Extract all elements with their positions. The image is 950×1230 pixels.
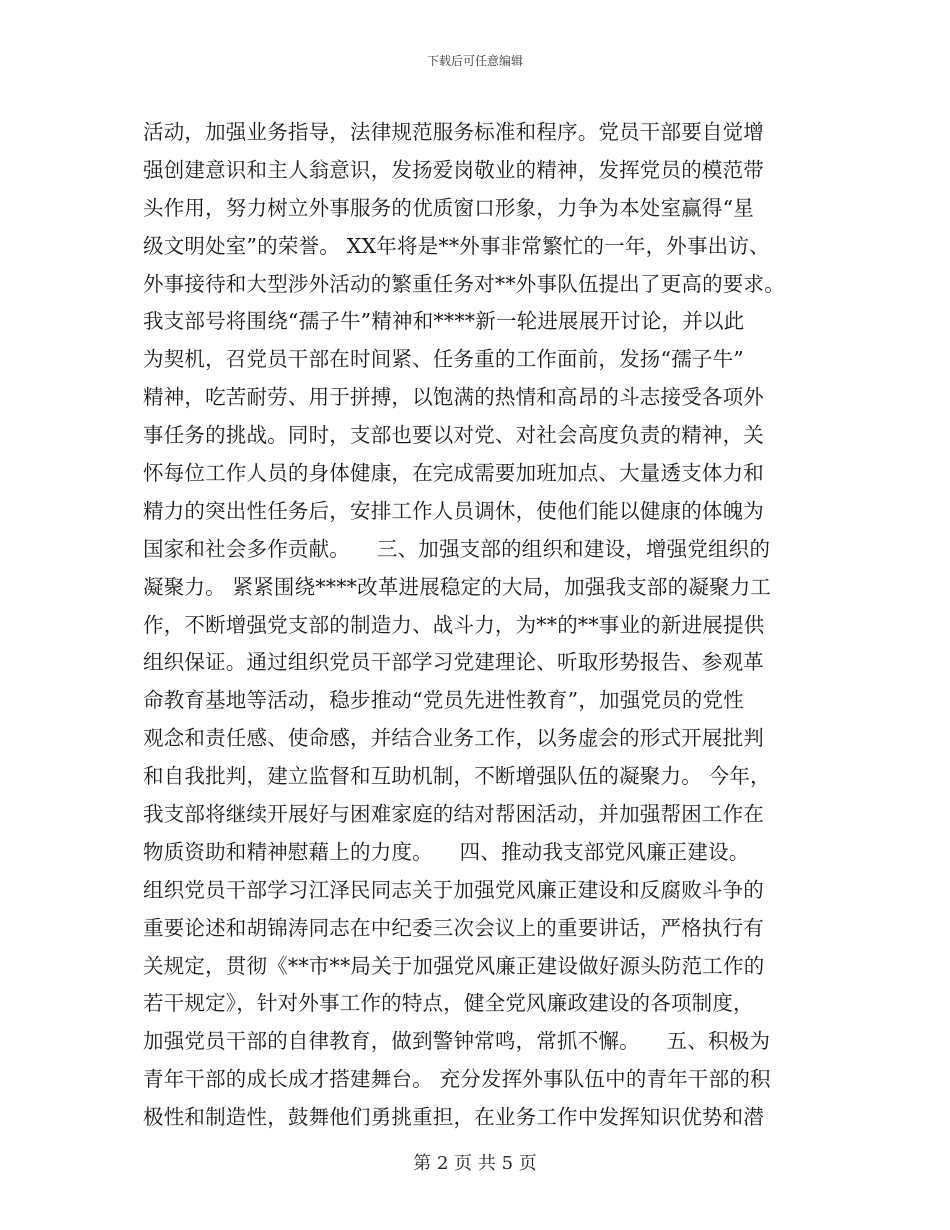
body-line: 极性和制造性，鼓舞他们勇挑重担，在业务工作中发挥知识优势和潜 [143, 1105, 764, 1130]
body-line: 为契机，召党员干部在时间紧、任务重的工作面前，发扬“孺子牛” [143, 347, 744, 372]
body-line: 外事接待和大型涉外活动的繁重任务对**外事队伍提出了更高的要求。 [143, 271, 785, 296]
document-body [143, 114, 823, 1137]
body-line: 青年干部的成长成才搭建舞台。 充分发挥外事队伍中的青年干部的积 [143, 1067, 771, 1092]
body-line: 加强党员干部的自律教育，做到警钟常鸣，常抓不懈。 五、积极为 [143, 1029, 771, 1054]
page-number: 第 2 页 共 5 页 [413, 1153, 537, 1174]
body-line: 重要论述和胡锦涛同志在中纪委三次会议上的重要讲话，严格执行有 [143, 915, 764, 940]
body-line: 精神，吃苦耐劳、用于拼搏，以饱满的热情和高昂的斗志接受各项外 [143, 385, 764, 410]
body-line: 怀每位工作人员的身体健康，在完成需要加班加点、大量透支体力和 [143, 461, 764, 486]
body-line: 命教育基地等活动，稳步推动“党员先进性教育”，加强党员的党性 [143, 688, 744, 713]
body-line: 头作用，努力树立外事服务的优质窗口形象，力争为本处室赢得“星 [143, 195, 754, 220]
body-line: 组织党员干部学习江泽民同志关于加强党风廉正建设和反腐败斗争的 [143, 877, 764, 902]
body-line: 国家和社会多作贡献。 三、加强支部的组织和建设，增强党组织的 [143, 536, 771, 561]
body-line: 物质资助和精神慰藉上的力度。 四、推动我支部党风廉正建设。 [143, 839, 750, 864]
body-line: 精力的突出性任务后，安排工作人员调休，使他们能以健康的体魄为 [143, 498, 764, 523]
body-line: 我支部号将围绕“孺子牛”精神和****新一轮进展展开讨论，并以此 [143, 309, 745, 334]
body-line: 级文明处室”的荣誉。 XX年将是**外事非常繁忙的一年，外事出访、 [143, 233, 770, 258]
body-line: 凝聚力。 紧紧围绕****改革进展稳定的大局，加强我支部的凝聚力工 [143, 574, 772, 599]
body-line: 和自我批判，建立监督和互助机制，不断增强队伍的凝聚力。 今年， [143, 764, 771, 789]
body-line: 强创建意识和主人翁意识，发扬爱岗敬业的精神，发挥党员的模范带 [143, 157, 764, 182]
body-line: 我支部将继续开展好与困难家庭的结对帮困活动，并加强帮困工作在 [143, 802, 764, 827]
body-line: 关规定，贯彻《**市**局关于加强党风廉正建设做好源头防范工作的 [143, 953, 765, 978]
body-line: 若干规定》，针对外事工作的特点，健全党风廉政建设的各项制度， [143, 991, 754, 1016]
body-line: 组织保证。通过组织党员干部学习党建理论、听取形势报告、参观革 [143, 650, 764, 675]
body-line: 活动，加强业务指导，法律规范服务标准和程序。党员干部要自觉增 [143, 120, 764, 144]
body-line: 事任务的挑战。同时，支部也要以对党、对社会高度负责的精神，关 [143, 423, 764, 448]
page-header: 下载后可任意编辑 [426, 54, 523, 68]
body-line: 作，不断增强党支部的制造力、战斗力，为**的**事业的新进展提供 [143, 612, 765, 637]
body-line: 观念和责任感、使命感，并结合业务工作，以务虚会的形式开展批判 [143, 726, 764, 751]
